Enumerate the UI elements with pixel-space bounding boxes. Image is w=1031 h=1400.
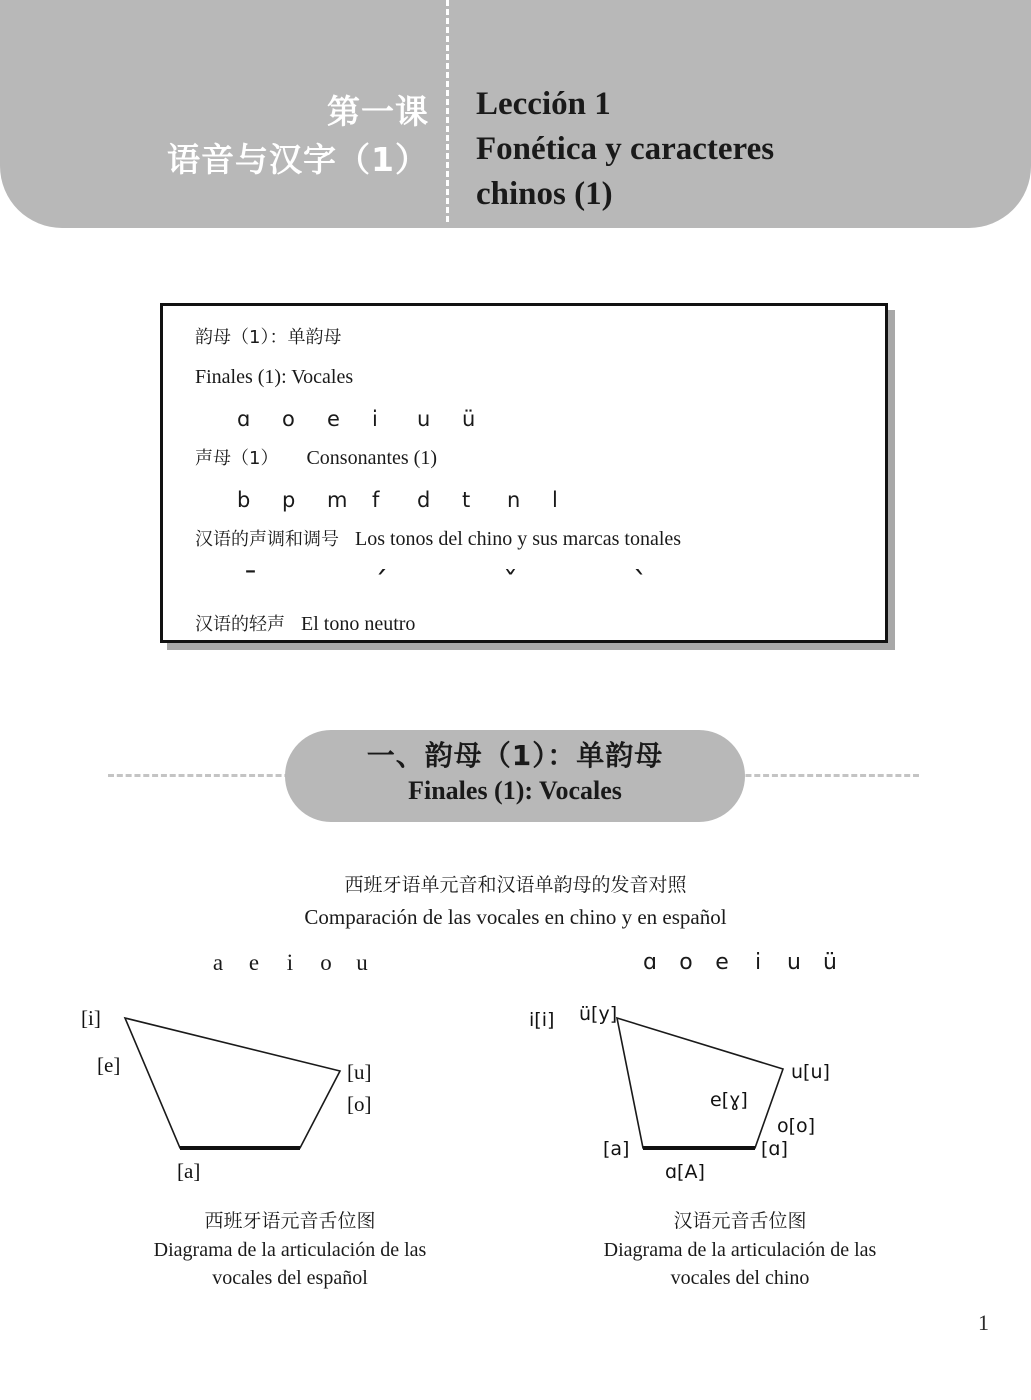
- chinese-label-o: o[o]: [777, 1115, 816, 1137]
- initial-char: f: [372, 488, 380, 512]
- final-char: u: [417, 407, 431, 431]
- section-heading-spanish: Finales (1): Vocales: [408, 776, 622, 805]
- spanish-caption-chinese: 西班牙语元音舌位图: [204, 1210, 376, 1232]
- initial-char: b: [237, 488, 251, 512]
- initial-char: d: [417, 488, 431, 512]
- comparison-heading-spanish: Comparación de las vocales en chino y en español: [304, 905, 727, 929]
- spanish-vowel: u: [356, 950, 368, 975]
- lesson-title-chinese: [9, 88, 429, 184]
- spanish-vowel-trapezoid: [75, 996, 505, 1196]
- chinese-label-a-front: [a]: [603, 1138, 630, 1160]
- spanish-vowel: a: [212, 950, 224, 975]
- section-dash-right: [719, 774, 919, 777]
- summary-tones-spanish: Los tonos del chino y sus marcas tonales: [355, 528, 682, 550]
- chinese-caption-spanish-line2: vocales del chino: [670, 1267, 810, 1289]
- page-number: 1: [978, 1310, 989, 1335]
- chinese-caption-chinese: 汉语元音舌位图: [673, 1210, 807, 1232]
- lesson-title-spanish: [476, 82, 1006, 217]
- summary-initials-spanish: Consonantes (1): [306, 447, 437, 469]
- summary-finals-chinese: 韵母（1）：单韵母: [195, 327, 342, 348]
- spanish-label-i: [i]: [81, 1006, 101, 1030]
- summary-initials-chinese: 声母（1）: [195, 448, 279, 469]
- summary-box-frame: [160, 303, 888, 643]
- initial-char: n: [507, 488, 521, 512]
- chinese-vowel: u: [787, 950, 801, 975]
- chinese-vowel: ɑ: [643, 950, 657, 975]
- summary-initials-list: [195, 488, 885, 512]
- chinese-vowel: e: [715, 950, 729, 975]
- summary-finals-spanish: Finales (1): Vocales: [195, 366, 354, 388]
- spanish-trapezoid-outline: [125, 1018, 340, 1148]
- summary-neutral-spanish: El tono neutro: [301, 613, 416, 635]
- section-dash-left: [108, 774, 308, 777]
- chinese-trapezoid-outline: [617, 1018, 783, 1148]
- summary-neutral-chinese: 汉语的轻声: [195, 614, 285, 635]
- comparison-heading-chinese: 西班牙语单元音和汉语单韵母的发音对照: [344, 874, 687, 896]
- vowel-diagram-panels: [0, 948, 1031, 1308]
- summary-finals-list: [195, 407, 885, 431]
- tone-marks-row: [195, 566, 885, 601]
- summary-finals-spanish-line: [195, 367, 885, 388]
- section-heading-chinese: 一、韵母（1）：单韵母: [366, 739, 664, 772]
- chinese-vowel: o: [679, 950, 693, 975]
- final-char: o: [282, 407, 295, 431]
- chinese-label-e: e[ɣ]: [710, 1089, 748, 1111]
- chinese-vowel-panel: [525, 948, 955, 1308]
- chinese-label-a-back: [ɑ]: [761, 1138, 788, 1160]
- summary-tones-heading-line: [195, 529, 885, 550]
- lesson-subject-chinese: 语音与汉字（1）: [167, 140, 429, 179]
- spanish-label-a: [a]: [177, 1159, 201, 1183]
- tone-mark-fourth: ˋ: [633, 566, 648, 601]
- spanish-caption-spanish-line1: Diagrama de la articulación de las: [153, 1239, 427, 1261]
- summary-finals-chinese-line: [195, 328, 885, 348]
- final-char: ɑ: [237, 407, 251, 431]
- chinese-label-i: i[i]: [529, 1009, 555, 1031]
- summary-neutral-tone-line: [195, 614, 885, 635]
- section-heading-band: [0, 730, 1031, 825]
- spanish-label-e: [e]: [97, 1053, 121, 1077]
- final-char: e: [327, 407, 340, 431]
- initial-char: t: [462, 488, 471, 512]
- chinese-caption-spanish-line1: Diagrama de la articulación de las: [603, 1239, 877, 1261]
- initial-char: l: [552, 488, 558, 512]
- final-char: i: [372, 407, 378, 431]
- chinese-diagram-caption: [525, 1206, 955, 1292]
- lesson-summary-box: [160, 303, 888, 643]
- lesson-number-chinese: 第一课: [327, 92, 429, 131]
- chinese-label-a-central: ɑ[A]: [665, 1161, 705, 1183]
- comparison-heading: [0, 870, 1031, 934]
- initial-char: m: [327, 488, 348, 512]
- summary-initials-heading-line: [195, 448, 885, 469]
- section-heading-pill: [285, 730, 745, 822]
- spanish-caption-spanish-line2: vocales del español: [212, 1267, 368, 1289]
- chinese-label-u: u[u]: [791, 1061, 830, 1083]
- header-divider: [446, 0, 449, 222]
- chinese-vowel-trapezoid: [525, 996, 955, 1196]
- chinese-vowel: ü: [823, 950, 837, 975]
- lesson-number-spanish: Lección 1: [476, 86, 611, 122]
- spanish-vowel: o: [320, 950, 332, 975]
- chinese-label-u-umlaut: ü[y]: [579, 1003, 618, 1025]
- final-char: ü: [462, 407, 476, 431]
- summary-tones-chinese: 汉语的声调和调号: [195, 529, 339, 550]
- spanish-diagram-caption: [75, 1206, 505, 1292]
- lesson-subject-spanish-line2: chinos (1): [476, 176, 613, 212]
- spanish-vowel-list: [75, 948, 505, 978]
- spanish-label-u: [u]: [347, 1060, 372, 1084]
- initial-char: p: [282, 488, 296, 512]
- tone-mark-second: ˊ: [373, 566, 388, 601]
- lesson-subject-spanish-line1: Fonética y caracteres: [476, 131, 775, 167]
- spanish-vowel: i: [286, 950, 294, 975]
- spanish-vowel-panel: [75, 948, 505, 1308]
- lesson-header-banner: [0, 0, 1031, 228]
- tone-mark-first: ˉ: [243, 566, 258, 601]
- spanish-vowel: e: [248, 950, 260, 975]
- chinese-vowel-list: [525, 948, 955, 978]
- chinese-vowel: i: [754, 950, 762, 975]
- spanish-label-o: [o]: [347, 1092, 372, 1116]
- tone-mark-third: ˇ: [503, 566, 518, 601]
